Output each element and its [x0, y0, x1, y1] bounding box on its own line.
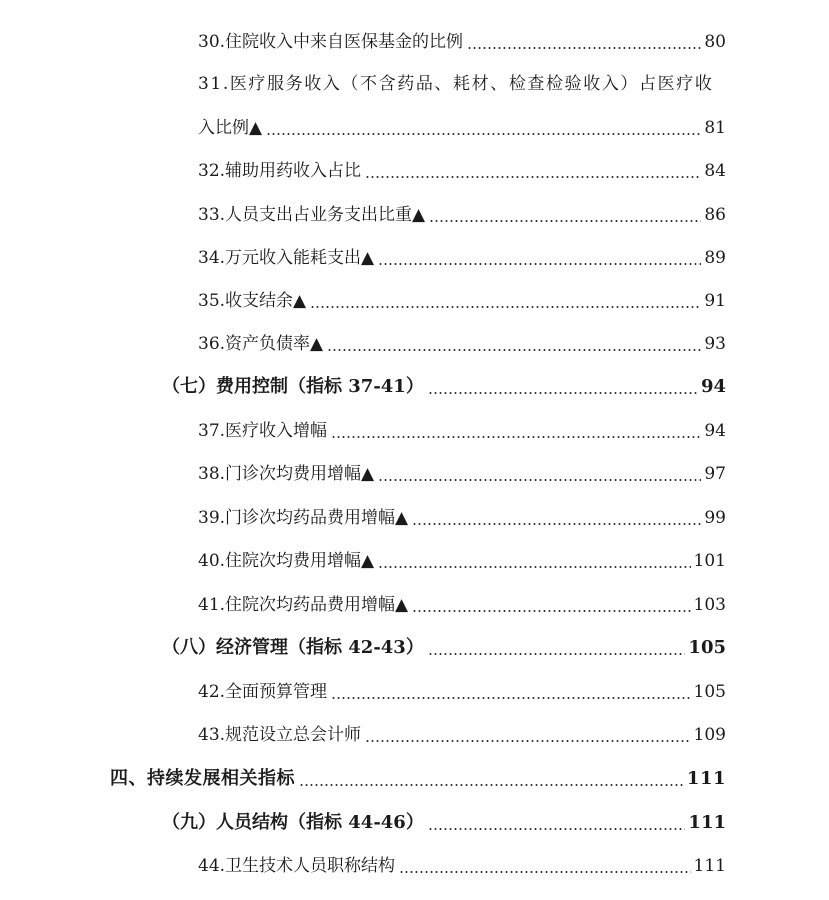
toc-entry-title: 32.辅助用药收入占比	[198, 161, 362, 181]
toc-page-number: 111	[693, 856, 726, 876]
toc-entry-title: 33.人员支出占业务支出比重▲	[198, 205, 426, 225]
toc-page-number: 94	[704, 421, 726, 441]
toc-entry-title: 30.住院收入中来自医保基金的比例	[198, 32, 464, 52]
dot-leader	[378, 479, 701, 481]
dot-leader	[378, 263, 701, 265]
toc-entry-title: 34.万元收入能耗支出▲	[198, 248, 375, 268]
toc-page-number: 84	[704, 161, 726, 181]
toc-page-number: 99	[704, 508, 726, 528]
toc-page-number: 111	[688, 812, 726, 833]
toc-page-number: 111	[686, 768, 726, 789]
dot-leader	[327, 349, 701, 351]
toc-entry-38[interactable]	[198, 461, 726, 487]
dot-leader	[428, 828, 686, 830]
toc-entry-title: 31.医疗服务收入（不含药品、耗材、检查检验收入）占医疗收	[198, 74, 714, 94]
toc-page-number: 103	[693, 595, 726, 615]
toc-entry-31-cont[interactable]	[198, 115, 726, 141]
toc-page-number: 91	[704, 291, 726, 311]
toc-entry-37[interactable]	[198, 418, 726, 444]
toc-entry-title: 43.规范设立总会计师	[198, 725, 362, 745]
toc-entry-30[interactable]	[198, 29, 726, 55]
toc-entry-32[interactable]	[198, 158, 726, 184]
toc-page-number: 86	[704, 205, 726, 225]
dot-leader	[378, 566, 690, 568]
dot-leader	[331, 436, 701, 438]
toc-section-9[interactable]	[162, 810, 726, 836]
dot-leader	[266, 133, 701, 135]
toc-section-8[interactable]	[162, 635, 726, 661]
dot-leader	[331, 697, 691, 699]
toc-entry-title: 38.门诊次均费用增幅▲	[198, 464, 375, 484]
toc-entry-title: 39.门诊次均药品费用增幅▲	[198, 508, 409, 528]
dot-leader	[299, 784, 684, 786]
toc-entry-title: 42.全面预算管理	[198, 682, 328, 702]
dot-leader	[428, 653, 686, 655]
toc-entry-31[interactable]	[198, 71, 726, 97]
toc-entry-title: 44.卫生技术人员职称结构	[198, 856, 396, 876]
toc-section-7[interactable]	[162, 374, 726, 400]
toc-page-number: 97	[704, 464, 726, 484]
dot-leader	[310, 306, 701, 308]
toc-entry-33[interactable]	[198, 202, 726, 228]
toc-entry-41[interactable]	[198, 592, 726, 618]
toc-page-number: 80	[704, 32, 726, 52]
toc-chapter-title: 四、持续发展相关指标	[110, 768, 295, 789]
toc-entry-35[interactable]	[198, 288, 726, 314]
toc-entry-34[interactable]	[198, 245, 726, 271]
dot-leader	[429, 220, 701, 222]
dot-leader	[412, 610, 690, 612]
toc-section-title: （七）费用控制（指标 37-41）	[162, 376, 424, 397]
toc-entry-43[interactable]	[198, 722, 726, 748]
toc-entry-title: 入比例▲	[198, 118, 263, 138]
toc-entry-39[interactable]	[198, 505, 726, 531]
toc-page-number: 101	[693, 551, 726, 571]
dot-leader	[365, 740, 691, 742]
toc-entry-title: 41.住院次均药品费用增幅▲	[198, 595, 409, 615]
toc-entry-title: 35.收支结余▲	[198, 291, 307, 311]
toc-entry-40[interactable]	[198, 548, 726, 574]
toc-section-title: （八）经济管理（指标 42-43）	[162, 637, 424, 658]
toc-page-number: 93	[704, 334, 726, 354]
toc-entry-title: 36.资产负债率▲	[198, 334, 324, 354]
toc-page-number: 105	[688, 637, 726, 658]
toc-page-number: 94	[700, 376, 726, 397]
dot-leader	[412, 523, 701, 525]
toc-entry-44[interactable]	[198, 853, 726, 879]
dot-leader	[428, 392, 698, 394]
toc-chapter-4[interactable]	[110, 766, 726, 792]
toc-page-number: 89	[704, 248, 726, 268]
dot-leader	[399, 871, 691, 873]
dot-leader	[467, 47, 701, 49]
toc-page-number: 105	[693, 682, 726, 702]
toc-page-number: 81	[704, 118, 726, 138]
toc-entry-title: 37.医疗收入增幅	[198, 421, 328, 441]
toc-entry-title: 40.住院次均费用增幅▲	[198, 551, 375, 571]
dot-leader	[365, 176, 701, 178]
toc-page-number: 109	[693, 725, 726, 745]
toc-entry-36[interactable]	[198, 331, 726, 357]
toc-section-title: （九）人员结构（指标 44-46）	[162, 812, 424, 833]
toc-entry-42[interactable]	[198, 679, 726, 705]
